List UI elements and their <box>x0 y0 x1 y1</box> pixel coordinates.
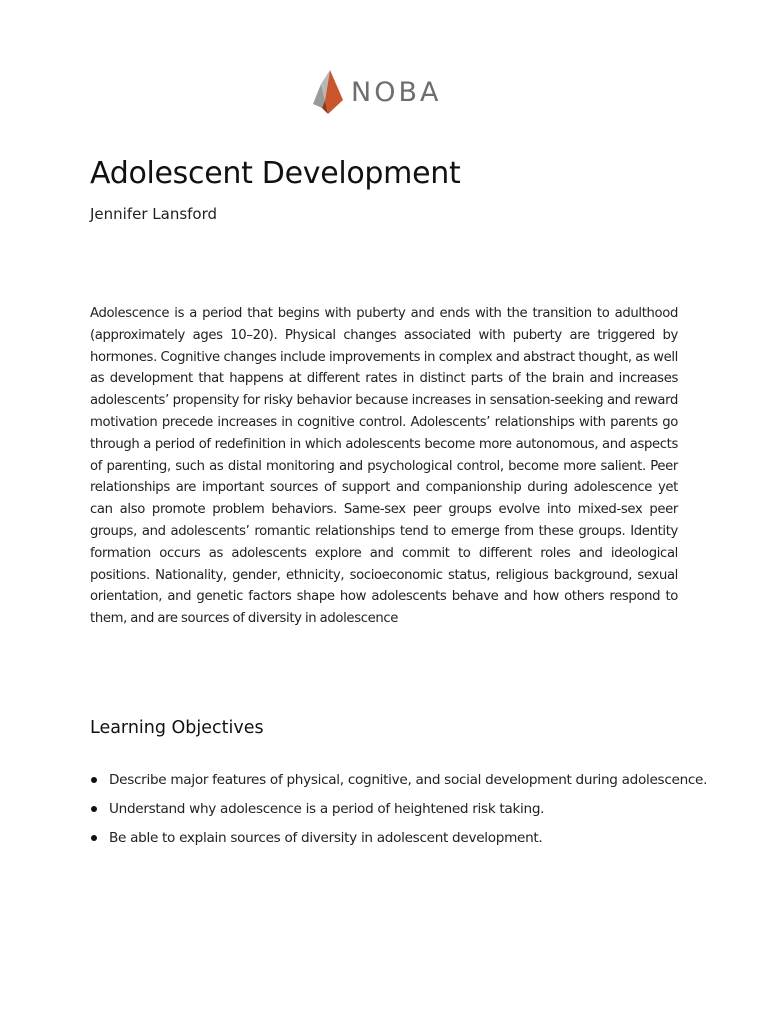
learning-objectives-list <box>90 770 708 857</box>
bullet-icon <box>91 806 97 812</box>
bullet-icon <box>91 835 97 841</box>
list-item <box>90 828 690 857</box>
author-name: Jennifer Lansford <box>90 205 218 223</box>
learning-objectives-heading: Learning Objectives <box>90 718 264 738</box>
list-item-text: Describe major features of physical, cognitive, and social development during adolescence. <box>109 772 708 788</box>
page-title: Adolescent Development <box>90 156 461 191</box>
list-item <box>90 770 708 799</box>
list-item-text: Understand why adolescence is a period of heightened risk taking. <box>109 801 545 817</box>
list-item-text: Be able to explain sources of diversity in adolescent development. <box>109 830 543 846</box>
noba-logo <box>313 70 441 115</box>
noba-flame-logo-icon <box>313 70 343 115</box>
abstract-paragraph: Adolescence is a period that begins with puberty and ends with the transition to adulthood (approximately ages 10–20). Physical changes associated with puberty are triggered by hormones. Cognitive changes include improvements in complex and abstract thought, as well as development that happens at different rates in distinct parts of the brain and increases adolescents’ propensity for risky behavior because increases in sensation-seeking and reward motivation precede increases in cognitive control. Adolescents’ relationships with parents go through a period of redefinition in which adolescents become more autonomous, and aspects of parenting, such as distal monitoring and psychological control, become more salient. Peer relationships are important sources of support and companionship during adolescence yet can also promote problem behaviors. Same-sex peer groups evolve into mixed-sex peer groups, and adolescents’ romantic relationships tend to emerge from these groups. Identity formation occurs as adolescents explore and commit to different roles and ideological positions. Nationality, gender, ethnicity, socioeconomic status, religious background, sexual orientation, and genetic factors shape how adolescents behave and how others respond to them, and are sources of diversity in adolescence <box>90 306 678 627</box>
list-item <box>90 799 690 828</box>
bullet-icon <box>91 777 97 783</box>
noba-wordmark: NOBA <box>351 77 442 108</box>
